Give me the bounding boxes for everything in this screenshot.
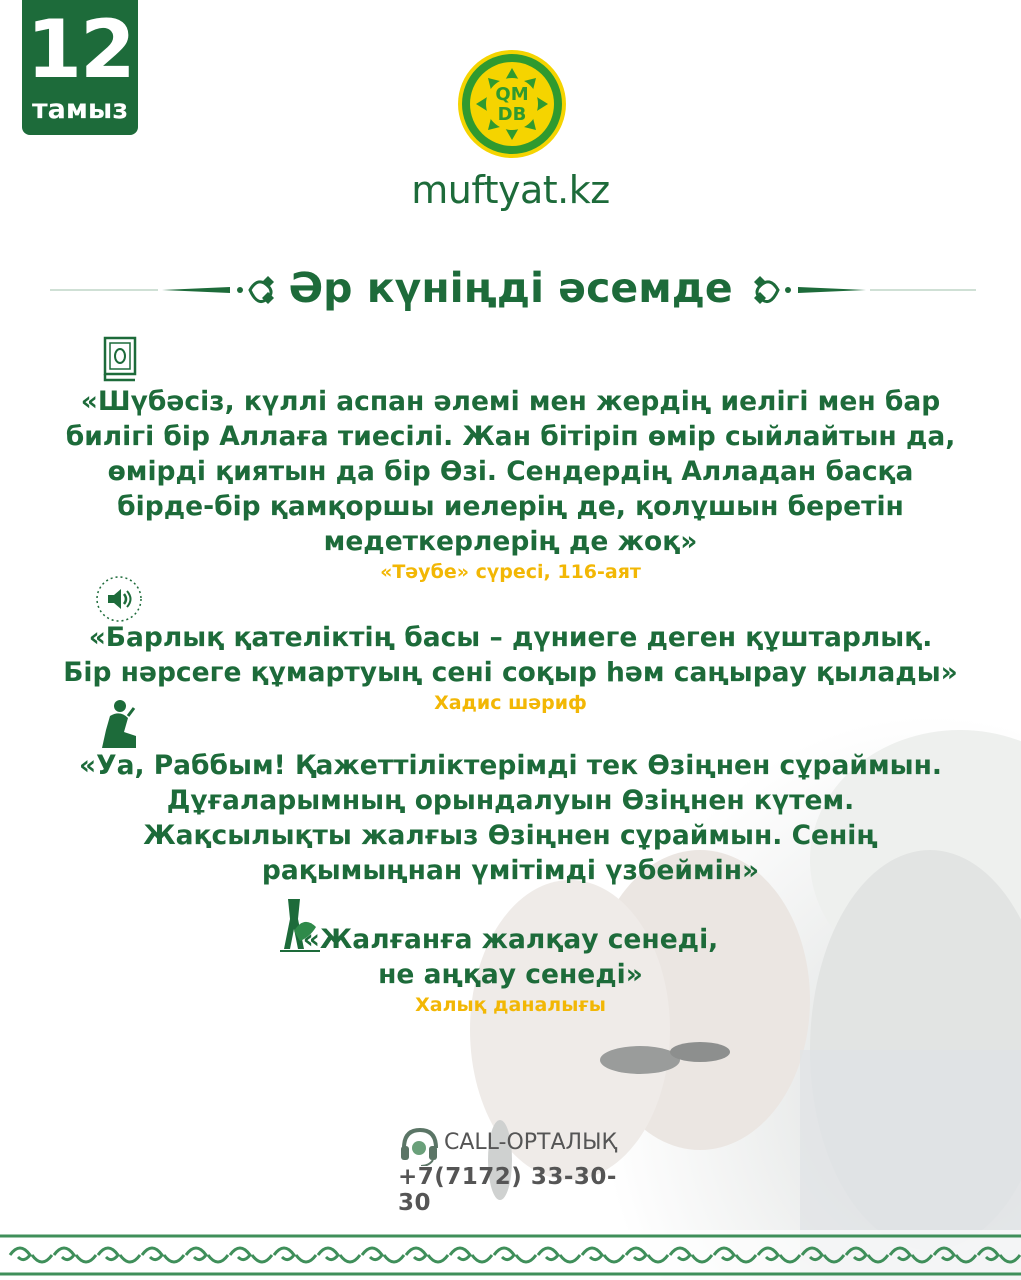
quote-2-source: Хадис шәриф [434, 692, 587, 714]
headset-icon [398, 1124, 440, 1166]
qmdb-logo [456, 48, 568, 160]
right-ornament-icon [738, 258, 978, 322]
quote-2-text: «Барлық қателіктің басы – дүниеге деген құштарлық. Бір нәрсеге құмартуың сені соқыр һәм саңырау қылады» [63, 622, 958, 688]
call-center-phone[interactable]: +7(7172) 33-30-30 [398, 1164, 617, 1216]
date-badge [22, 0, 138, 135]
quote-block-4 [60, 922, 961, 1016]
date-month: тамыз [31, 94, 129, 125]
quote-1-text: «Шүбәсіз, күллі аспан әлемі мен жердің иелігі мен бар билігі бір Аллаға тиесілі. Жан бітіріп өмір сыйлайтын да, өмірді қиятын да бір Өзі. Сендердің Алладан басқа бірде-бір қамқоршы иелерің де, қолұшын беретін медеткерлерің де жоқ» [65, 386, 956, 557]
call-center-label: CALL-ОРТАЛЫҚ [444, 1130, 618, 1155]
quote-4-source: Халық даналығы [415, 994, 606, 1016]
quote-block-2 [60, 620, 961, 714]
headline-row [0, 258, 1021, 322]
speaker-icon [95, 575, 143, 623]
quote-1-source: «Тәубе» сүресі, 116-аят [380, 561, 641, 583]
logo-letters-bottom: DB [497, 104, 527, 125]
quote-block-1 [60, 384, 961, 583]
quote-block-3 [60, 748, 961, 888]
call-center [398, 1124, 638, 1216]
site-name: muftyat.kz [411, 168, 610, 212]
headline: Әр күніңді әсемде [288, 264, 733, 312]
quote-4-text: «Жалғанға жалқау сенеді, не аңқау сенеді» [302, 924, 719, 990]
praying-person-icon [100, 698, 140, 750]
logo-letters-top: QM [495, 84, 529, 105]
quote-3-text: «Уа, Раббым! Қажеттіліктерімді тек Өзіңнен сұраймын. Дұғаларымның орындалуын Өзіңнен күтем. Жақсылықты жалғыз Өзіңнен сұраймын. Сенің рақымыңнан үмітімді үзбеймін» [79, 750, 942, 886]
date-day: 12 [26, 3, 134, 96]
ornamental-border [0, 1230, 1021, 1280]
quran-book-icon [102, 336, 138, 382]
